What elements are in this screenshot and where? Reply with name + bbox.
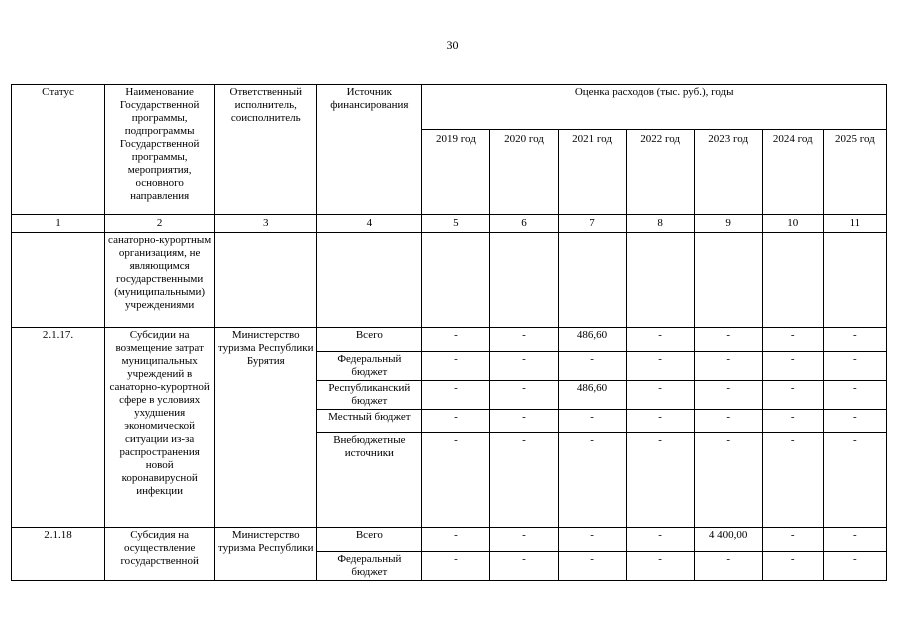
year-2019: 2019 год [422, 130, 490, 215]
column-number: 8 [626, 215, 694, 233]
table-cell [558, 233, 626, 328]
value-cell: - [762, 410, 823, 433]
header-name: Наименование Государственной программы, подпрограммы Государственной программы, мероприятия, основного направления [105, 85, 215, 215]
value-cell: - [823, 552, 886, 581]
column-number: 7 [558, 215, 626, 233]
table-cell [317, 233, 422, 328]
value-cell: - [490, 328, 558, 352]
column-number: 6 [490, 215, 558, 233]
source-label: Внебюджетные источники [317, 433, 422, 528]
value-cell: - [762, 381, 823, 410]
value-cell: - [490, 352, 558, 381]
source-label: Республиканский бюджет [317, 381, 422, 410]
value-cell: - [626, 528, 694, 552]
continuation-row [12, 233, 887, 328]
value-cell: - [762, 352, 823, 381]
table-cell [694, 233, 762, 328]
value-cell: - [762, 528, 823, 552]
value-cell: - [422, 410, 490, 433]
year-2023: 2023 год [694, 130, 762, 215]
value-cell: - [823, 352, 886, 381]
row-name: Субсидии на возмещение затрат муниципальных учреждений в санаторно-курортной сфере в условиях ухудшения экономической ситуации из-за распространения новой коронавирусной инфекции [105, 328, 215, 528]
table-cell [12, 233, 105, 328]
value-cell: - [694, 552, 762, 581]
table-row [12, 528, 887, 552]
value-cell: - [490, 410, 558, 433]
row-status: 2.1.17. [12, 328, 105, 528]
value-cell: - [558, 552, 626, 581]
year-2022: 2022 год [626, 130, 694, 215]
table-row [12, 328, 887, 352]
value-cell: - [626, 552, 694, 581]
value-cell: - [490, 528, 558, 552]
value-cell: - [626, 352, 694, 381]
value-cell: - [558, 352, 626, 381]
source-label: Всего [317, 328, 422, 352]
value-cell: - [762, 552, 823, 581]
table-cell [762, 233, 823, 328]
value-cell: - [422, 552, 490, 581]
value-cell: - [422, 528, 490, 552]
table-cell [215, 233, 317, 328]
value-cell: - [490, 433, 558, 528]
value-cell: - [626, 410, 694, 433]
value-cell: - [558, 433, 626, 528]
value-cell: 486,60 [558, 381, 626, 410]
table-cell [422, 233, 490, 328]
value-cell: - [762, 328, 823, 352]
value-cell: - [694, 381, 762, 410]
year-2024: 2024 год [762, 130, 823, 215]
value-cell: - [694, 328, 762, 352]
column-number: 3 [215, 215, 317, 233]
value-cell: 4 400,00 [694, 528, 762, 552]
continuation-name: санаторно-курортным организациям, не являющимся государственными (муниципальными) учреждениями [105, 233, 215, 328]
source-label: Всего [317, 528, 422, 552]
row-executor: Министерство туризма Республики Бурятия [215, 328, 317, 528]
value-cell: - [694, 352, 762, 381]
header-executor: Ответственный исполнитель, соисполнитель [215, 85, 317, 215]
column-number: 10 [762, 215, 823, 233]
value-cell: - [422, 381, 490, 410]
column-number: 5 [422, 215, 490, 233]
year-2025: 2025 год [823, 130, 886, 215]
value-cell: - [823, 433, 886, 528]
row-name: Субсидия на осуществление государственной [105, 528, 215, 581]
header-status: Статус [12, 85, 105, 215]
value-cell: - [626, 328, 694, 352]
row-status: 2.1.18 [12, 528, 105, 581]
value-cell: - [626, 381, 694, 410]
year-2020: 2020 год [490, 130, 558, 215]
table-cell [490, 233, 558, 328]
value-cell: - [823, 381, 886, 410]
column-number: 4 [317, 215, 422, 233]
column-number: 11 [823, 215, 886, 233]
value-cell: - [422, 352, 490, 381]
value-cell: - [558, 410, 626, 433]
value-cell: - [490, 381, 558, 410]
table-cell [626, 233, 694, 328]
value-cell: - [558, 528, 626, 552]
value-cell: - [626, 433, 694, 528]
column-numbers-row [12, 215, 887, 233]
header-source: Источник финансирования [317, 85, 422, 215]
value-cell: - [823, 410, 886, 433]
source-label: Федеральный бюджет [317, 352, 422, 381]
header-expenses: Оценка расходов (тыс. руб.), годы [422, 85, 887, 130]
header-row [12, 85, 887, 130]
value-cell: - [422, 433, 490, 528]
source-label: Местный бюджет [317, 410, 422, 433]
page-number: 30 [446, 38, 459, 52]
source-label: Федеральный бюджет [317, 552, 422, 581]
value-cell: - [490, 552, 558, 581]
column-number: 9 [694, 215, 762, 233]
value-cell: - [694, 433, 762, 528]
table-cell [823, 233, 886, 328]
value-cell: - [762, 433, 823, 528]
budget-table [11, 84, 887, 581]
column-number: 1 [12, 215, 105, 233]
value-cell: - [823, 528, 886, 552]
column-number: 2 [105, 215, 215, 233]
value-cell: 486,60 [558, 328, 626, 352]
value-cell: - [422, 328, 490, 352]
value-cell: - [694, 410, 762, 433]
row-executor: Министерство туризма Республики [215, 528, 317, 581]
value-cell: - [823, 328, 886, 352]
year-2021: 2021 год [558, 130, 626, 215]
